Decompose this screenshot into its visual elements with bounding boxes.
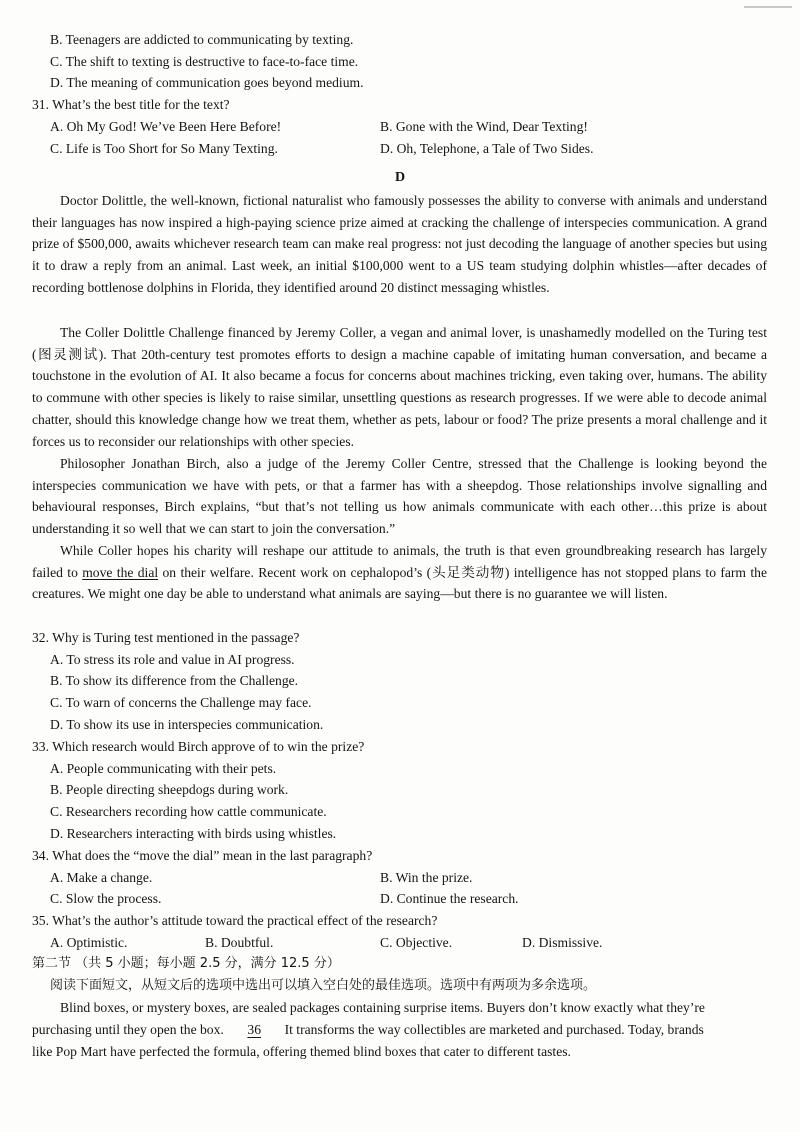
q35-option-d: D. Dismissive. bbox=[522, 935, 603, 950]
q35-option-c: C. Objective. bbox=[380, 935, 453, 950]
q33-option-d: D. Researchers interacting with birds using whistles. bbox=[50, 826, 337, 841]
option-b-prev: B. Teenagers are addicted to communicating by texting. bbox=[50, 32, 354, 47]
q35-option-a: A. Optimistic. bbox=[50, 935, 128, 950]
q31-option-b: B. Gone with the Wind, Dear Texting! bbox=[380, 119, 588, 134]
passage-2-line-2 bbox=[32, 1020, 704, 1040]
q32-option-c: C. To warn of concerns the Challenge may face. bbox=[50, 695, 312, 710]
q33-option-b: B. People directing sheepdogs during work. bbox=[50, 782, 289, 797]
paragraph-4-text-end: on their welfare. Recent work on cephalopod’s (头足类动物) intelligence has not stopped plans to farm the creatures. We might one day be able to understand what animals are saying—but there is no guarantee we will listen. bbox=[32, 564, 767, 602]
passage-d-paragraph-4 bbox=[32, 540, 767, 605]
q35-option-b: B. Doubtful. bbox=[205, 935, 274, 950]
q31-option-d: D. Oh, Telephone, a Tale of Two Sides. bbox=[380, 141, 594, 156]
question-35: 35. What’s the author’s attitude toward the practical effect of the research? bbox=[32, 913, 438, 928]
q34-option-b: B. Win the prize. bbox=[380, 870, 473, 885]
q32-option-b: B. To show its difference from the Challenge. bbox=[50, 673, 299, 688]
passage-2-line-3: like Pop Mart have perfected the formula, offering themed blind boxes that cater to different tastes. bbox=[32, 1044, 571, 1059]
q32-option-d: D. To show its use in interspecies communication. bbox=[50, 717, 324, 732]
scan-edge-mark bbox=[744, 6, 792, 8]
phrase-move-the-dial: move the dial bbox=[82, 564, 159, 580]
passage-2-line-2-start: purchasing until they open the box. bbox=[32, 1022, 224, 1037]
option-d-prev: D. The meaning of communication goes beyond medium. bbox=[50, 75, 364, 90]
passage-d-paragraph-3: Philosopher Jonathan Birch, also a judge of the Jeremy Coller Centre, stressed that the Challenge is looking beyond the interspecies communication we have with pets, or that a farmer has with a sheepdog. Those relationships involve signalling and behavioural responses, Birch explains, “but that’s not telling us how animals communicate with each other…this prize is about understanding it so well that we can start to join the conversation.” bbox=[32, 456, 767, 537]
q31-option-a: A. Oh My God! We’ve Been Here Before! bbox=[50, 119, 282, 134]
option-c-prev: C. The shift to texting is destructive to face-to-face time. bbox=[50, 54, 359, 69]
question-32: 32. Why is Turing test mentioned in the passage? bbox=[32, 630, 300, 645]
question-34: 34. What does the “move the dial” mean in the last paragraph? bbox=[32, 848, 373, 863]
passage-2-line-1: Blind boxes, or mystery boxes, are sealed packages containing surprise items. Buyers don’t know exactly what they’re bbox=[60, 1000, 705, 1015]
paragraph-4-text-start: While Coller hopes his charity will reshape our attitude to animals, the truth is that even groundbreaking research has largely failed to bbox=[32, 543, 767, 580]
question-33: 33. Which research would Birch approve of to win the prize? bbox=[32, 739, 365, 754]
q32-option-a: A. To stress its role and value in AI progress. bbox=[50, 652, 295, 667]
q33-option-c: C. Researchers recording how cattle communicate. bbox=[50, 804, 327, 819]
passage-d-paragraph-2: The Coller Dolittle Challenge financed by Jeremy Coller, a vegan and animal lover, is unashamedly modelled on the Turing test (图灵测试). That 20th-century test promotes efforts to design a machine capable of imitating human conversation, and became a touchstone in the evolution of AI. It also became a focus for concerns about machines tricking, even taking over, humans. The ability to commune with other species is likely to raise similar, unsettling questions as research progresses. If we were able to decode animal chatter, should this knowledge change how we treat them, whether as pets, labour or food? The prize presents a moral challenge and it forces us to reconsider our relationships with other species. bbox=[32, 325, 767, 449]
passage-d-paragraph-1: Doctor Dolittle, the well-known, fictional naturalist who famously possesses the ability to converse with animals and understand their languages has now inspired a high-paying science prize aimed at cracking the challenge of interspecies communication. A grand prize of $500,000, awaits whichever research team can make real progress: not just decoding the language of another species but using it to draw a reply from an animal. Last week, an initial $100,000 went to a US team studying dolphin whistles—after decades of recording bottlenose dolphins in Florida, they identified around 20 distinct messaging whistles. bbox=[32, 193, 767, 295]
part-2-instruction: 阅读下面短文，从短文后的选项中选出可以填入空白处的最佳选项。选项中有两项为多余选项。 bbox=[50, 978, 597, 993]
part-2-header: 第二节 （共 5 小题；每小题 2.5 分，满分 12.5 分） bbox=[32, 956, 340, 971]
q33-option-a: A. People communicating with their pets. bbox=[50, 761, 277, 776]
section-heading-d: D bbox=[394, 170, 406, 185]
q34-option-a: A. Make a change. bbox=[50, 870, 153, 885]
blank-36[interactable]: 36 bbox=[247, 1022, 261, 1037]
question-31: 31. What’s the best title for the text? bbox=[32, 97, 230, 112]
passage-2-line-2-end: It transforms the way collectibles are marketed and purchased. Today, brands bbox=[284, 1022, 704, 1037]
q31-option-c: C. Life is Too Short for So Many Texting. bbox=[50, 141, 278, 156]
q34-option-c: C. Slow the process. bbox=[50, 891, 162, 906]
q34-option-d: D. Continue the research. bbox=[380, 891, 519, 906]
